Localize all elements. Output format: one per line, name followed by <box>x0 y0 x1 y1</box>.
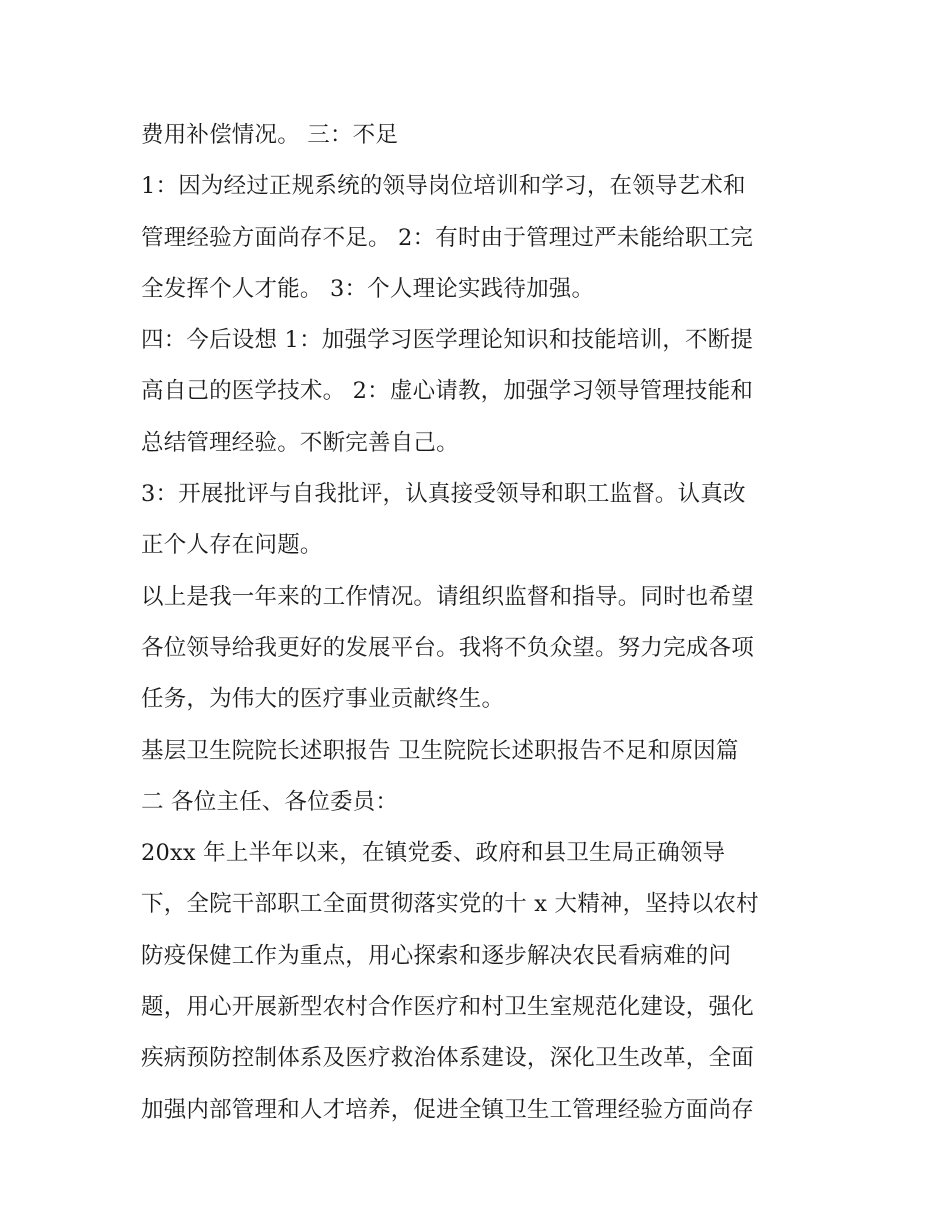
text-line: 全发挥个人才能。 3：个人理论实践待加强。 <box>141 275 595 302</box>
text-line: 基层卫生院院长述职报告 卫生院院长述职报告不足和原因篇 <box>141 737 739 764</box>
text-line: 任务，为伟大的医疗事业贡献终生。 <box>141 686 505 713</box>
text-line: 题，用心开展新型农村合作医疗和村卫生室规范化建设，强化 <box>141 994 754 1021</box>
text-line: 二 各位主任、各位委员： <box>141 788 399 815</box>
text-line: 管理经验方面尚存不足。 2：有时由于管理过严未能给职工完 <box>141 224 754 251</box>
text-line: 防疫保健工作为重点，用心探索和逐步解决农民看病难的问 <box>141 942 732 969</box>
text-line: 各位领导给我更好的发展平台。我将不负众望。努力完成各项 <box>141 634 754 661</box>
text-line: 费用补偿情况。 三：不足 <box>141 122 399 148</box>
text-line: 以上是我一年来的工作情况。请组织监督和指导。同时也希望 <box>141 583 754 610</box>
text-line: 正个人存在问题。 <box>141 532 323 559</box>
text-line: 四：今后设想 1：加强学习医学理论知识和技能培训，不断提 <box>141 327 754 354</box>
text-line: 下，全院干部职工全面贯彻落实党的十 x 大精神，坚持以农村 <box>141 891 759 918</box>
text-line: 总结管理经验。不断完善自己。 <box>141 429 459 456</box>
text-line: 1：因为经过正规系统的领导岗位培训和学习，在领导艺术和 <box>141 173 746 200</box>
text-line: 疾病预防控制体系及医疗救治体系建设，深化卫生改革，全面 <box>141 1045 754 1072</box>
text-line: 加强内部管理和人才培养，促进全镇卫生工管理经验方面尚存 <box>141 1096 754 1123</box>
text-line: 3：开展批评与自我批评，认真接受领导和职工监督。认真改 <box>141 481 746 508</box>
text-line: 高自己的医学技术。 2：虚心请教，加强学习领导管理技能和 <box>141 378 754 405</box>
document-body <box>141 110 821 1136</box>
text-line: 20xx 年上半年以来，在镇党委、政府和县卫生局正确领导 <box>141 840 726 867</box>
